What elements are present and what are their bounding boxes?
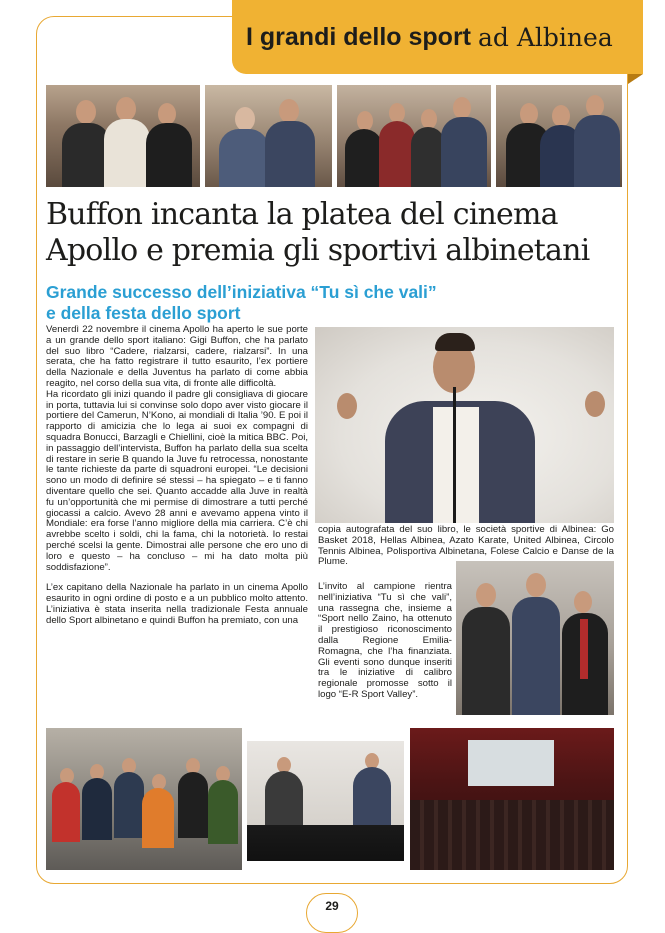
photo-top-1 — [46, 85, 200, 187]
photo-stage-interview — [247, 741, 404, 861]
article-subhead — [46, 282, 626, 324]
article-right-column-bottom — [318, 582, 452, 701]
article-paragraph: Ha ricordato gli inizi quando il padre gli consigliava di giocare in porta, tuttavia lui si convinse solo dopo aver visto giocare il portiere del Camerun, N’Kono, ai mondiali di Italia ’90. E poi il rapporto di amicizia che lo lega ai suoi ex compagni di squadra Bonucci, Barzagli e Chiellini, cioè la mitica BBC. Poi, in passaggio dell’intervista, Buffon ha parlato della sua scelta di restare in serie B quando la Juve fu retrocessa, nonostante le tante richieste da parte di squadroni europei. “Le decisioni sono un modo di definire sé stessi – ha spiegato – e ti fanno diventare quello che sei. Quanto accadde alla Juve in realtà fu un’opportunità che mi permise di dimostrare a tutti perché giocassi a calcio. Avevo 28 anni e avevamo appena vinto il Mondiale: era forse l’anno migliore della mia carriera. C’è chi avrebbe scelto i soldi, chi la fama, chi la notorietà. Io restai perché scelsi la gente. Dimostrai alle persone che ero uno di loro e questo – ha concluso – mi ha dato molta più soddisfazione”. — [46, 388, 308, 573]
photo-trio — [456, 561, 614, 715]
article-paragraph: copia autografata del suo libro, le società sportive di Albinea: Go Basket 2018, Hellas Albinea, Azato Karate, United Albinea, Circolo Tennis Albinea, Polisportiva Albinetana, Folese Calcio e Danse de la Plume. — [318, 524, 614, 568]
photo-children-group — [46, 728, 242, 870]
subhead-line-2: e della festa dello sport — [46, 303, 241, 323]
photo-top-4 — [496, 85, 622, 187]
photo-buffon-speaking — [315, 327, 614, 523]
article-paragraph: Venerdì 22 novembre il cinema Apollo ha aperto le sue porte a un grande dello sport italiano: Gigi Buffon, che ha parlato del suo libro “Cadere, rialzarsi, cadere, rialzarsi”. In una serata, che ha fatto registrare il tutto esaurito, l’ex portiere della Nazionale e della Juventus ha parlato di come abbia reagito, nel corso della sua vita, di fronte alle difficoltà. — [46, 324, 308, 389]
photo-cinema-audience — [410, 728, 614, 870]
photo-top-3 — [337, 85, 491, 187]
section-banner — [232, 0, 643, 74]
banner-title-light: ad Albinea — [478, 22, 613, 52]
article-headline: Buffon incanta la platea del cinema Apollo e premia gli sportivi albinetani — [46, 197, 590, 268]
article-paragraph: L’invito al campione rientra nell’iniziativa “Tu sì che vali”, una rassegna che, insieme a “Sport nello Zaino, ha ottenuto il prestigioso riconoscimento dalla Regione Emilia-Romagna, che l’ha finanziata. Gli eventi sono dunque inseriti tra le iniziative di calibro regionale promosse sotto il logo “E-R Sport Valley”. — [318, 581, 452, 700]
article-paragraph: L’ex capitano della Nazionale ha parlato in un cinema Apollo esaurito in ogni ordine di posto e a un pubblico molto attento. L’iniziativa è stata inserita nella tradizionale Festa annuale dello Sport albinetano e quindi Buffon ha premiato, con una — [46, 582, 308, 626]
article-left-column — [46, 325, 308, 627]
page-number: 29 — [325, 899, 339, 913]
banner-fold — [628, 74, 643, 84]
banner-title-strong: I grandi dello sport — [246, 22, 472, 51]
subhead-line-1: Grande successo dell’iniziativa “Tu sì che vali” — [46, 282, 437, 302]
photo-top-2 — [205, 85, 332, 187]
